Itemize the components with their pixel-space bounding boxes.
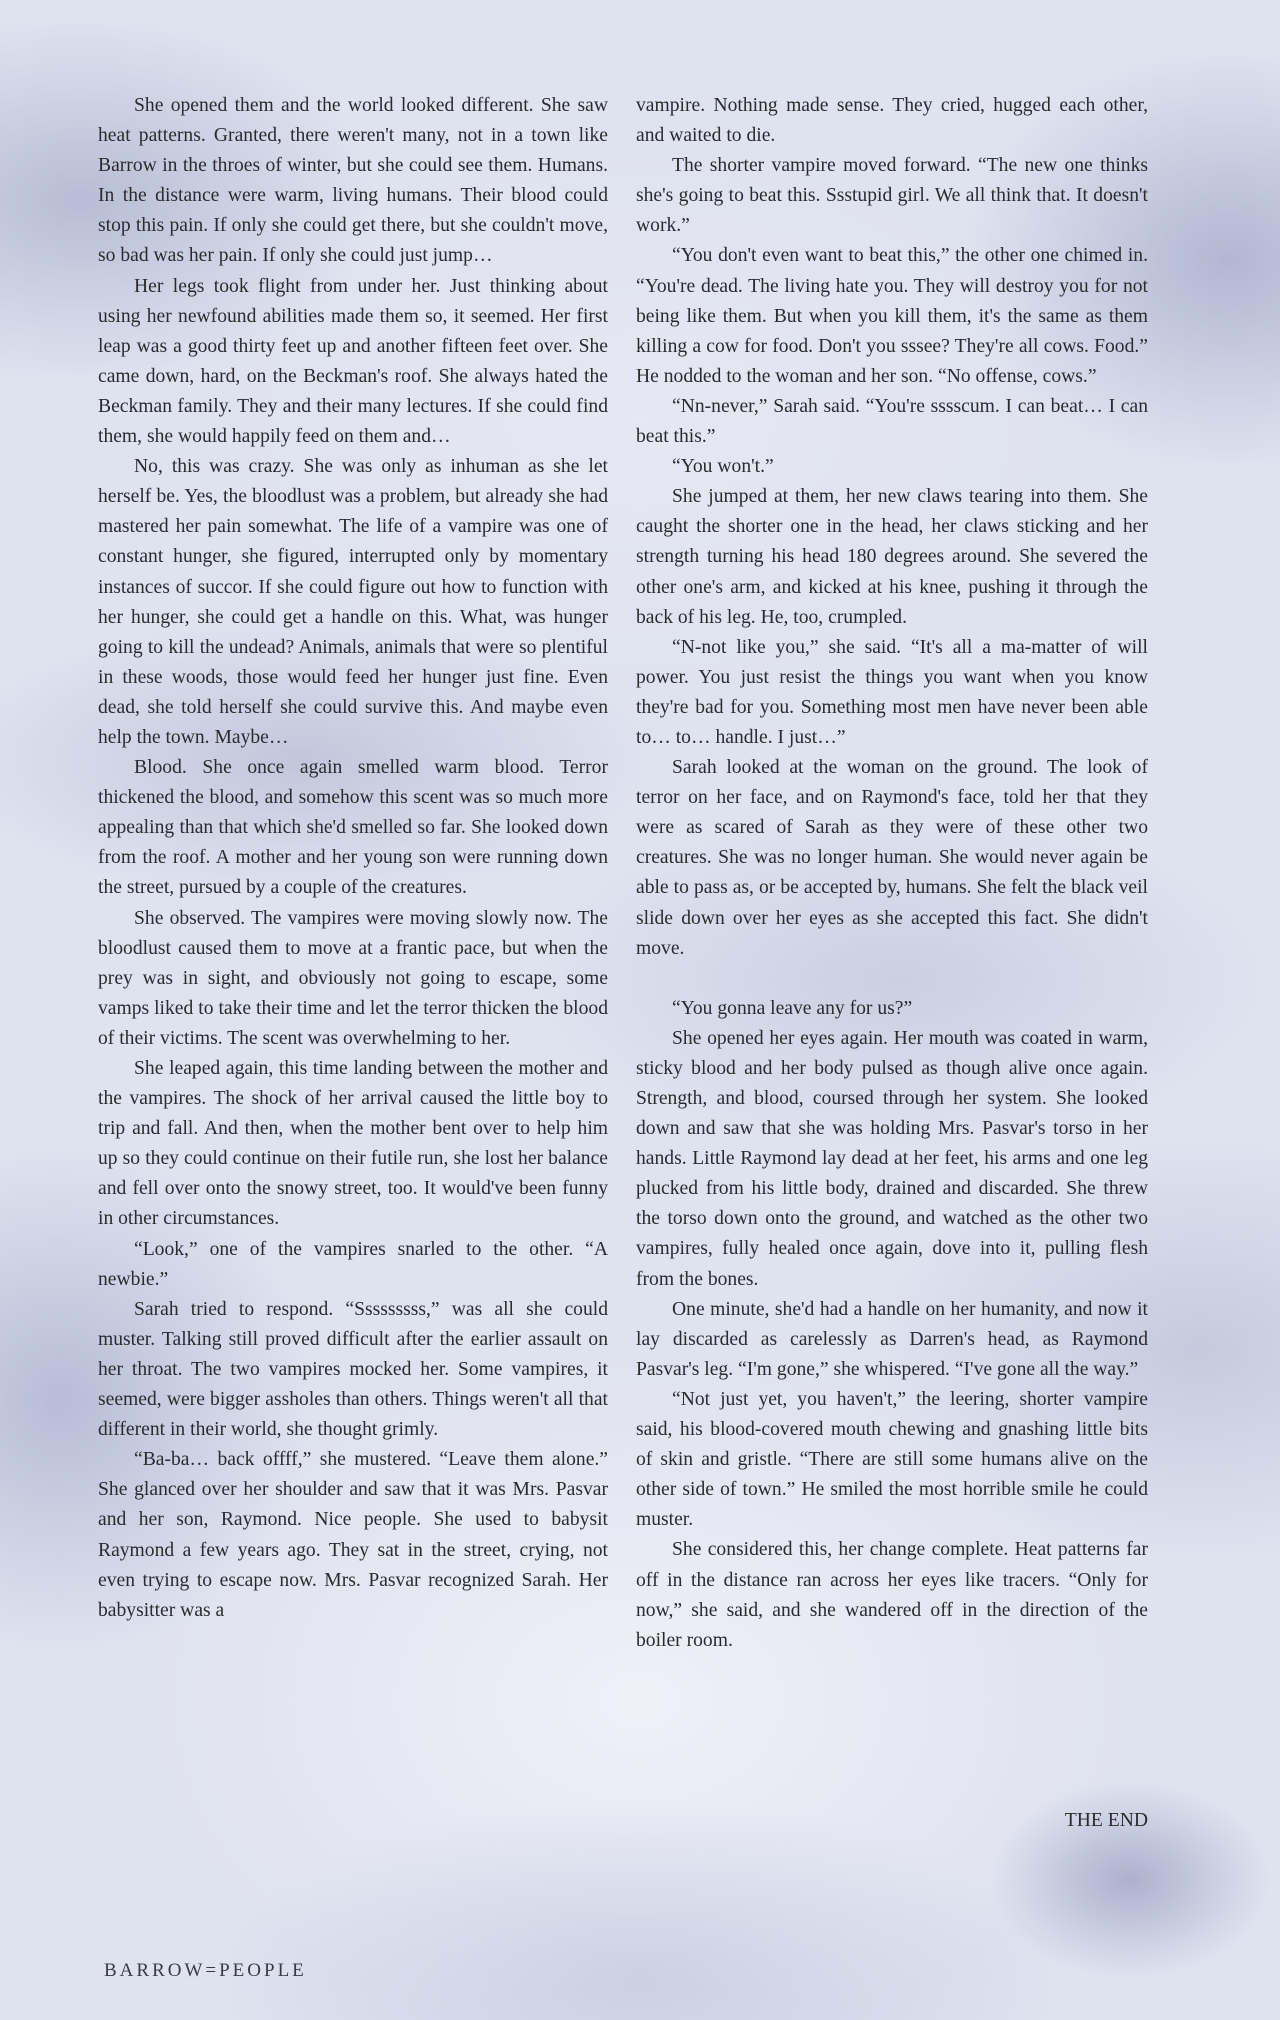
paragraph: One minute, she'd had a handle on her humanity, and now it lay discarded as carelessly as Darren's head, as Raymond Pasvar's leg. “I'm gone,” she whispered. “I've gone all the way.” bbox=[636, 1298, 1148, 1380]
paragraph: No, this was crazy. She was only as inhuman as she let herself be. Yes, the bloodlust was a problem, but already she had mastered her pain somewhat. The life of a vampire was one of constant hunger, she figured, interrupted only by momentary instances of succor. If she could figure out how to function with her hunger, she could get a handle on this. What, was hunger going to kill the undead? Animals, animals that were so plentiful in these woods, those would feed her hunger just fine. Even dead, she told herself she could survive this. And maybe even help the town. Maybe… bbox=[98, 456, 608, 748]
paragraph: “Ba-ba… back offff,” she mustered. “Leave them alone.” She glanced over her shoulder and saw that it was Mrs. Pasvar and her son, Raymond. Nice people. She used to babysit Raymond a few years ago. They sat in the street, crying, not even trying to escape now. Mrs. Pasvar recognized Sarah. Her babysitter was a bbox=[98, 1449, 608, 1621]
paragraph: She considered this, her change complete. Heat patterns far off in the distance ran across her eyes like tracers. “Only for now,” she said, and she wandered off in the direction of the boiler room. bbox=[636, 1539, 1148, 1651]
paragraph: Her legs took flight from under her. Just thinking about using her newfound abilities made them so, it seemed. Her first leap was a good thirty feet up and another fifteen feet over. She came down, hard, on the Beckman's roof. She always hated the Beckman family. They and their many lectures. If she could find them, she would happily feed on them and… bbox=[98, 275, 608, 448]
left-column bbox=[98, 91, 608, 1626]
paragraph: She jumped at them, her new claws tearing into them. She caught the shorter one in the head, her claws sticking and her strength turning his head 180 degrees around. She severed the other one's arm, and kicked at his knee, pushing it through the back of his leg. He, too, crumpled. bbox=[636, 486, 1148, 628]
paragraph: She leaped again, this time landing between the mother and the vampires. The shock of her arrival caused the little boy to trip and fall. And then, when the mother bent over to help him up so they could continue on their futile run, she lost her balance and fell over onto the snowy street, too. It would've been funny in other circumstances. bbox=[98, 1058, 608, 1230]
paragraph: She observed. The vampires were moving slowly now. The bloodlust caused them to move at a frantic pace, but when the prey was in sight, and obviously not going to escape, some vamps liked to take their time and let the terror thicken the blood of their victims. The scent was overwhelming to her. bbox=[98, 907, 608, 1049]
the-end-label: THE END bbox=[1064, 1810, 1148, 1831]
paragraph: Sarah looked at the woman on the ground. The look of terror on her face, and on Raymond's face, told her that they were as scared of Sarah as they were of these other two creatures. She was no longer human. She would never again be able to pass as, or be accepted by, humans. She felt the black veil slide down over her eyes as she accepted this fact. She didn't move. bbox=[636, 757, 1148, 959]
paragraph: Sarah tried to respond. “Sssssssss,” was all she could muster. Talking still proved difficult after the earlier assault on her throat. The two vampires mocked her. Some vampires, it seemed, were bigger assholes than others. Things weren't all that different in their world, she thought grimly. bbox=[98, 1298, 608, 1441]
paragraph: “Nn-never,” Sarah said. “You're sssscum. I can beat… I can beat this.” bbox=[636, 395, 1148, 448]
section-break bbox=[636, 964, 1148, 994]
paragraph: “Not just yet, you haven't,” the leering, shorter vampire said, his blood-covered mouth chewing and gnashing little bits of skin and gristle. “There are still some humans alive on the other side of town.” He smiled the most horrible smile he could muster. bbox=[636, 1388, 1148, 1531]
paragraph: She opened her eyes again. Her mouth was coated in warm, sticky blood and her body pulsed as though alive once again. Strength, and blood, coursed through her system. She looked down and saw that she was holding Mrs. Pasvar's torso in her hands. Little Raymond lay dead at her feet, his arms and one leg plucked from his little body, drained and discarded. She threw the torso down onto the ground, and watched as the other two vampires, fully healed once again, dove into it, pulling flesh from the bones. bbox=[636, 1027, 1148, 1290]
paragraph: “You won't.” bbox=[672, 456, 774, 478]
paragraph: She opened them and the world looked different. She saw heat patterns. Granted, there weren't many, not in a town like Barrow in the throes of winter, but she could see them. Humans. In the distance were warm, living humans. Their blood could stop this pain. If only she could get there, but she couldn't move, so bad was her pain. If only she could just jump… bbox=[98, 95, 608, 267]
paragraph: “You gonna leave any for us?” bbox=[672, 997, 913, 1019]
paragraph: “Look,” one of the vampires snarled to the other. “A newbie.” bbox=[98, 1238, 608, 1290]
paragraph: The shorter vampire moved forward. “The new one thinks she's going to beat this. Ssstupid girl. We all think that. It doesn't work.” bbox=[636, 155, 1148, 237]
paragraph: “You don't even want to beat this,” the other one chimed in. “You're dead. The living hate you. They will destroy you for not being like them. But when you kill them, it's the same as them killing a cow for food. Don't you sssee? They're all cows. Food.” He nodded to the woman and her son. “No offense, cows.” bbox=[636, 245, 1148, 387]
right-column bbox=[636, 91, 1148, 1656]
footer-logo: BARROW=PEOPLE bbox=[104, 1960, 307, 1981]
paragraph: Blood. She once again smelled warm blood. Terror thickened the blood, and somehow this scent was so much more appealing than that which she'd smelled so far. She looked down from the roof. A mother and her young son were running down the street, pursued by a couple of the creatures. bbox=[98, 757, 608, 899]
paragraph: “N-not like you,” she said. “It's all a ma-matter of will power. You just resist the things you want when you know they're bad for you. Something most men have never been able to… to… handle. I just…” bbox=[636, 636, 1148, 748]
paragraph-continued: vampire. Nothing made sense. They cried, hugged each other, and waited to die. bbox=[636, 95, 1148, 147]
